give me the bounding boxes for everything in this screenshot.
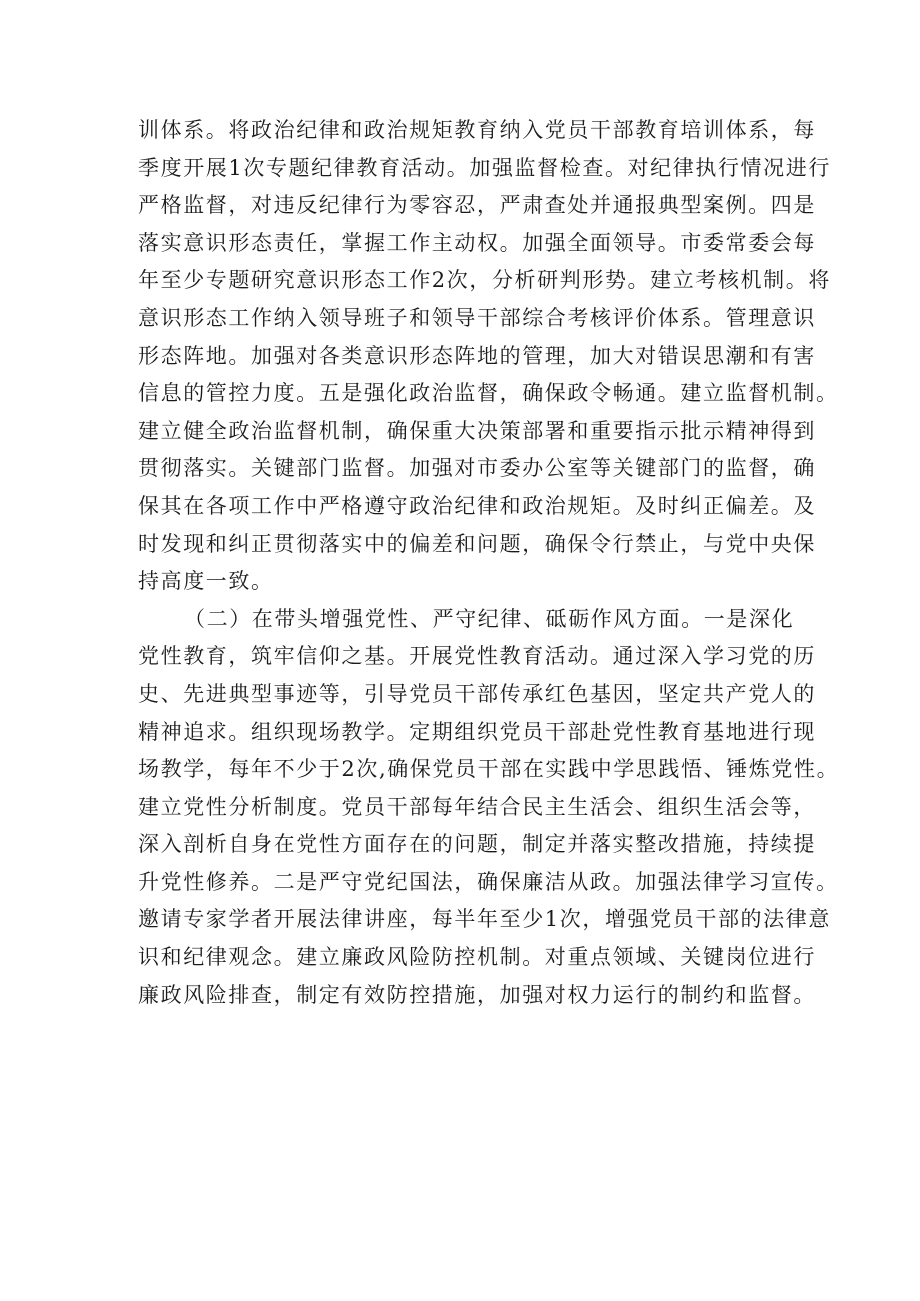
text-line: 严格监督，对违反纪律行为零容忍，严肃查处并通报典型案例。四是 bbox=[138, 193, 816, 218]
body-text bbox=[138, 112, 840, 1014]
text-line: 训体系。将政治纪律和政治规矩教育纳入党员干部教育培训体系，每 bbox=[138, 118, 816, 142]
text-line: 持高度一致。 bbox=[138, 569, 274, 594]
text-line: 年至少专题研究意识形态工作2次，分析研判形势。建立考核机制。将 bbox=[138, 268, 831, 293]
text-line: 深入剖析自身在党性方面存在的问题，制定并落实整改措施，持续提 bbox=[138, 832, 816, 857]
text-line: 升党性修养。二是严守党纪国法，确保廉洁从政。加强法律学习宣传。 bbox=[138, 869, 839, 894]
text-line: 识和纪律观念。建立廉政风险防控机制。对重点领域、关键岗位进行 bbox=[138, 945, 816, 970]
text-line: 时发现和纠正贯彻落实中的偏差和问题，确保令行禁止，与党中央保 bbox=[138, 531, 816, 556]
text-line: 邀请专家学者开展法律讲座，每半年至少1次，增强党员干部的法律意 bbox=[138, 907, 831, 932]
text-line: 贯彻落实。关键部门监督。加强对市委办公室等关键部门的监督，确 bbox=[138, 456, 816, 481]
text-line: 信息的管控力度。五是强化政治监督，确保政令畅通。建立监督机制。 bbox=[138, 381, 839, 406]
text-line: 建立健全政治监督机制，确保重大决策部署和重要指示批示精神得到 bbox=[138, 418, 816, 443]
text-line: 意识形态工作纳入领导班子和领导干部综合考核评价体系。管理意识 bbox=[138, 305, 816, 330]
text-line: 季度开展1次专题纪律教育活动。加强监督检查。对纪律执行情况进行 bbox=[138, 155, 831, 180]
text-line: 廉政风险排查，制定有效防控措施，加强对权力运行的制约和监督。 bbox=[138, 982, 816, 1007]
section-heading-line: （二）在带头增强党性、严守纪律、砥砺作风方面。一是深化 bbox=[184, 606, 795, 631]
text-line: 精神追求。组织现场教学。定期组织党员干部赴党性教育基地进行现 bbox=[138, 719, 816, 744]
text-line: 落实意识形态责任，掌握工作主动权。加强全面领导。市委常委会每 bbox=[138, 230, 816, 255]
text-line: 形态阵地。加强对各类意识形态阵地的管理，加大对错误思潮和有害 bbox=[138, 343, 816, 368]
text-line: 场教学，每年不少于2次,确保党员干部在实践中学思践悟、锤炼党性。 bbox=[138, 757, 840, 782]
text-line: 建立党性分析制度。党员干部每年结合民主生活会、组织生活会等， bbox=[138, 794, 816, 819]
text-line: 党性教育，筑牢信仰之基。开展党性教育活动。通过深入学习党的历 bbox=[138, 644, 816, 669]
text-line: 保其在各项工作中严格遵守政治纪律和政治规矩。及时纠正偏差。及 bbox=[138, 493, 816, 518]
text-line: 史、先进典型事迹等，引导党员干部传承红色基因，坚定共产党人的 bbox=[138, 681, 816, 706]
